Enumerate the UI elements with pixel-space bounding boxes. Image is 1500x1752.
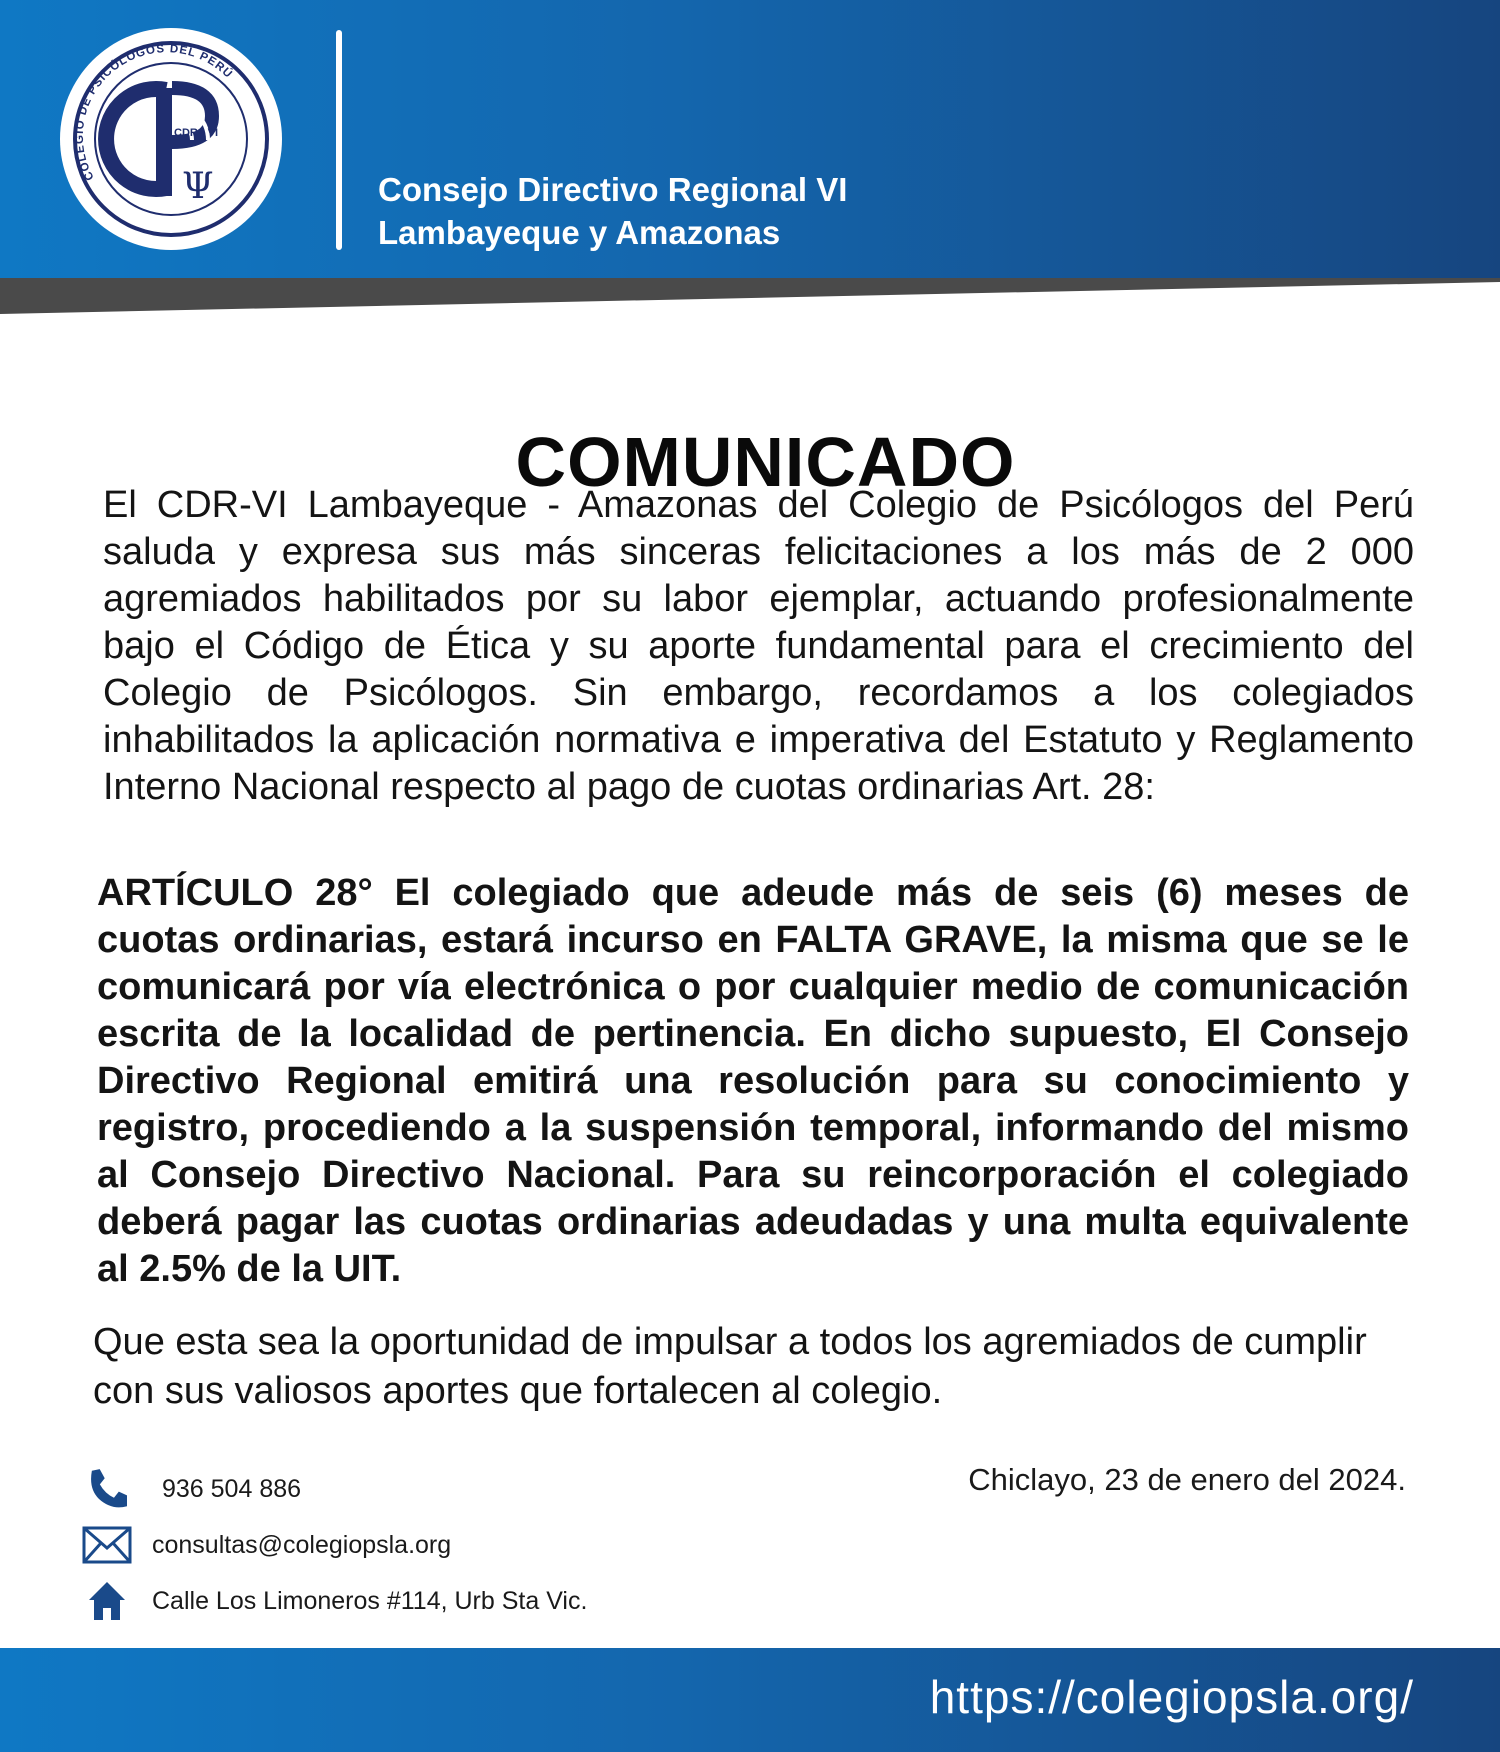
phone-icon xyxy=(80,1462,134,1516)
contact-address xyxy=(80,1574,587,1628)
intro-paragraph: El CDR-VI Lambayeque - Amazonas del Colegio de Psicólogos del Perú saluda y expresa sus más sinceras felicitaciones a los más de 2 000 agremiados habilitados por su labor ejemplar, actuando profesionalmente bajo el Código de Ética y su aporte fundamental para el crecimiento del Colegio de Psicólogos. Sin embargo, recordamos a los colegiados inhabilitados la aplicación normativa e imperativa del Estatuto y Reglamento Interno Nacional respecto al pago de cuotas ordinarias Art. 28: xyxy=(103,484,1414,808)
psi-symbol: Ψ xyxy=(182,166,214,207)
organization-name xyxy=(378,168,847,254)
logo-emblem xyxy=(60,28,282,250)
page-title: COMUNICADO xyxy=(515,422,1016,501)
date-line: Chiclayo, 23 de enero del 2024. xyxy=(968,1462,1406,1497)
article-paragraph: ARTÍCULO 28° El colegiado que adeude más de seis (6) meses de cuotas ordinarias, estará incurso en FALTA GRAVE, la misma que se le comunicará por vía electrónica o por cualquier medio de comunicación escrita de la localidad de pertinencia. En dicho supuesto, El Consejo Directivo Regional emitirá una resolución para su conocimiento y registro, procediendo a la suspensión temporal, informando del mismo al Consejo Directivo Nacional. Para su reincorporación el colegiado deberá pagar las cuotas ordinarias adeudadas y una multa equivalente al 2.5% de la UIT. xyxy=(97,872,1409,1290)
mail-icon xyxy=(80,1518,134,1572)
website-link[interactable]: https://colegiopsla.org/ xyxy=(929,1671,1414,1723)
org-line-1: Consejo Directivo Regional VI xyxy=(378,171,848,208)
org-line-2: Lambayeque y Amazonas xyxy=(378,214,781,251)
header-band xyxy=(0,272,1500,322)
footer xyxy=(0,1648,1500,1752)
email-link[interactable]: consultas@colegiopsla.org xyxy=(152,1530,452,1559)
address-text: Calle Los Limoneros #114, Urb Sta Vic. xyxy=(152,1586,588,1615)
logo-ring-text: COLEGIO DE PSICÓLOGOS DEL PERÚ xyxy=(73,43,235,183)
logo xyxy=(60,28,282,250)
header xyxy=(0,0,1500,282)
phone-number[interactable]: 936 504 886 xyxy=(162,1474,302,1503)
header-divider xyxy=(336,30,342,250)
logo-badge: CDR - VI xyxy=(174,127,218,139)
contact-email xyxy=(80,1518,451,1572)
contact-phone xyxy=(80,1462,301,1516)
closing-paragraph: Que esta sea la oportunidad de impulsar a todos los agremiados de cumplir con sus valiosos aportes que fortalecen al colegio. xyxy=(93,1321,1367,1412)
home-icon xyxy=(80,1574,134,1628)
